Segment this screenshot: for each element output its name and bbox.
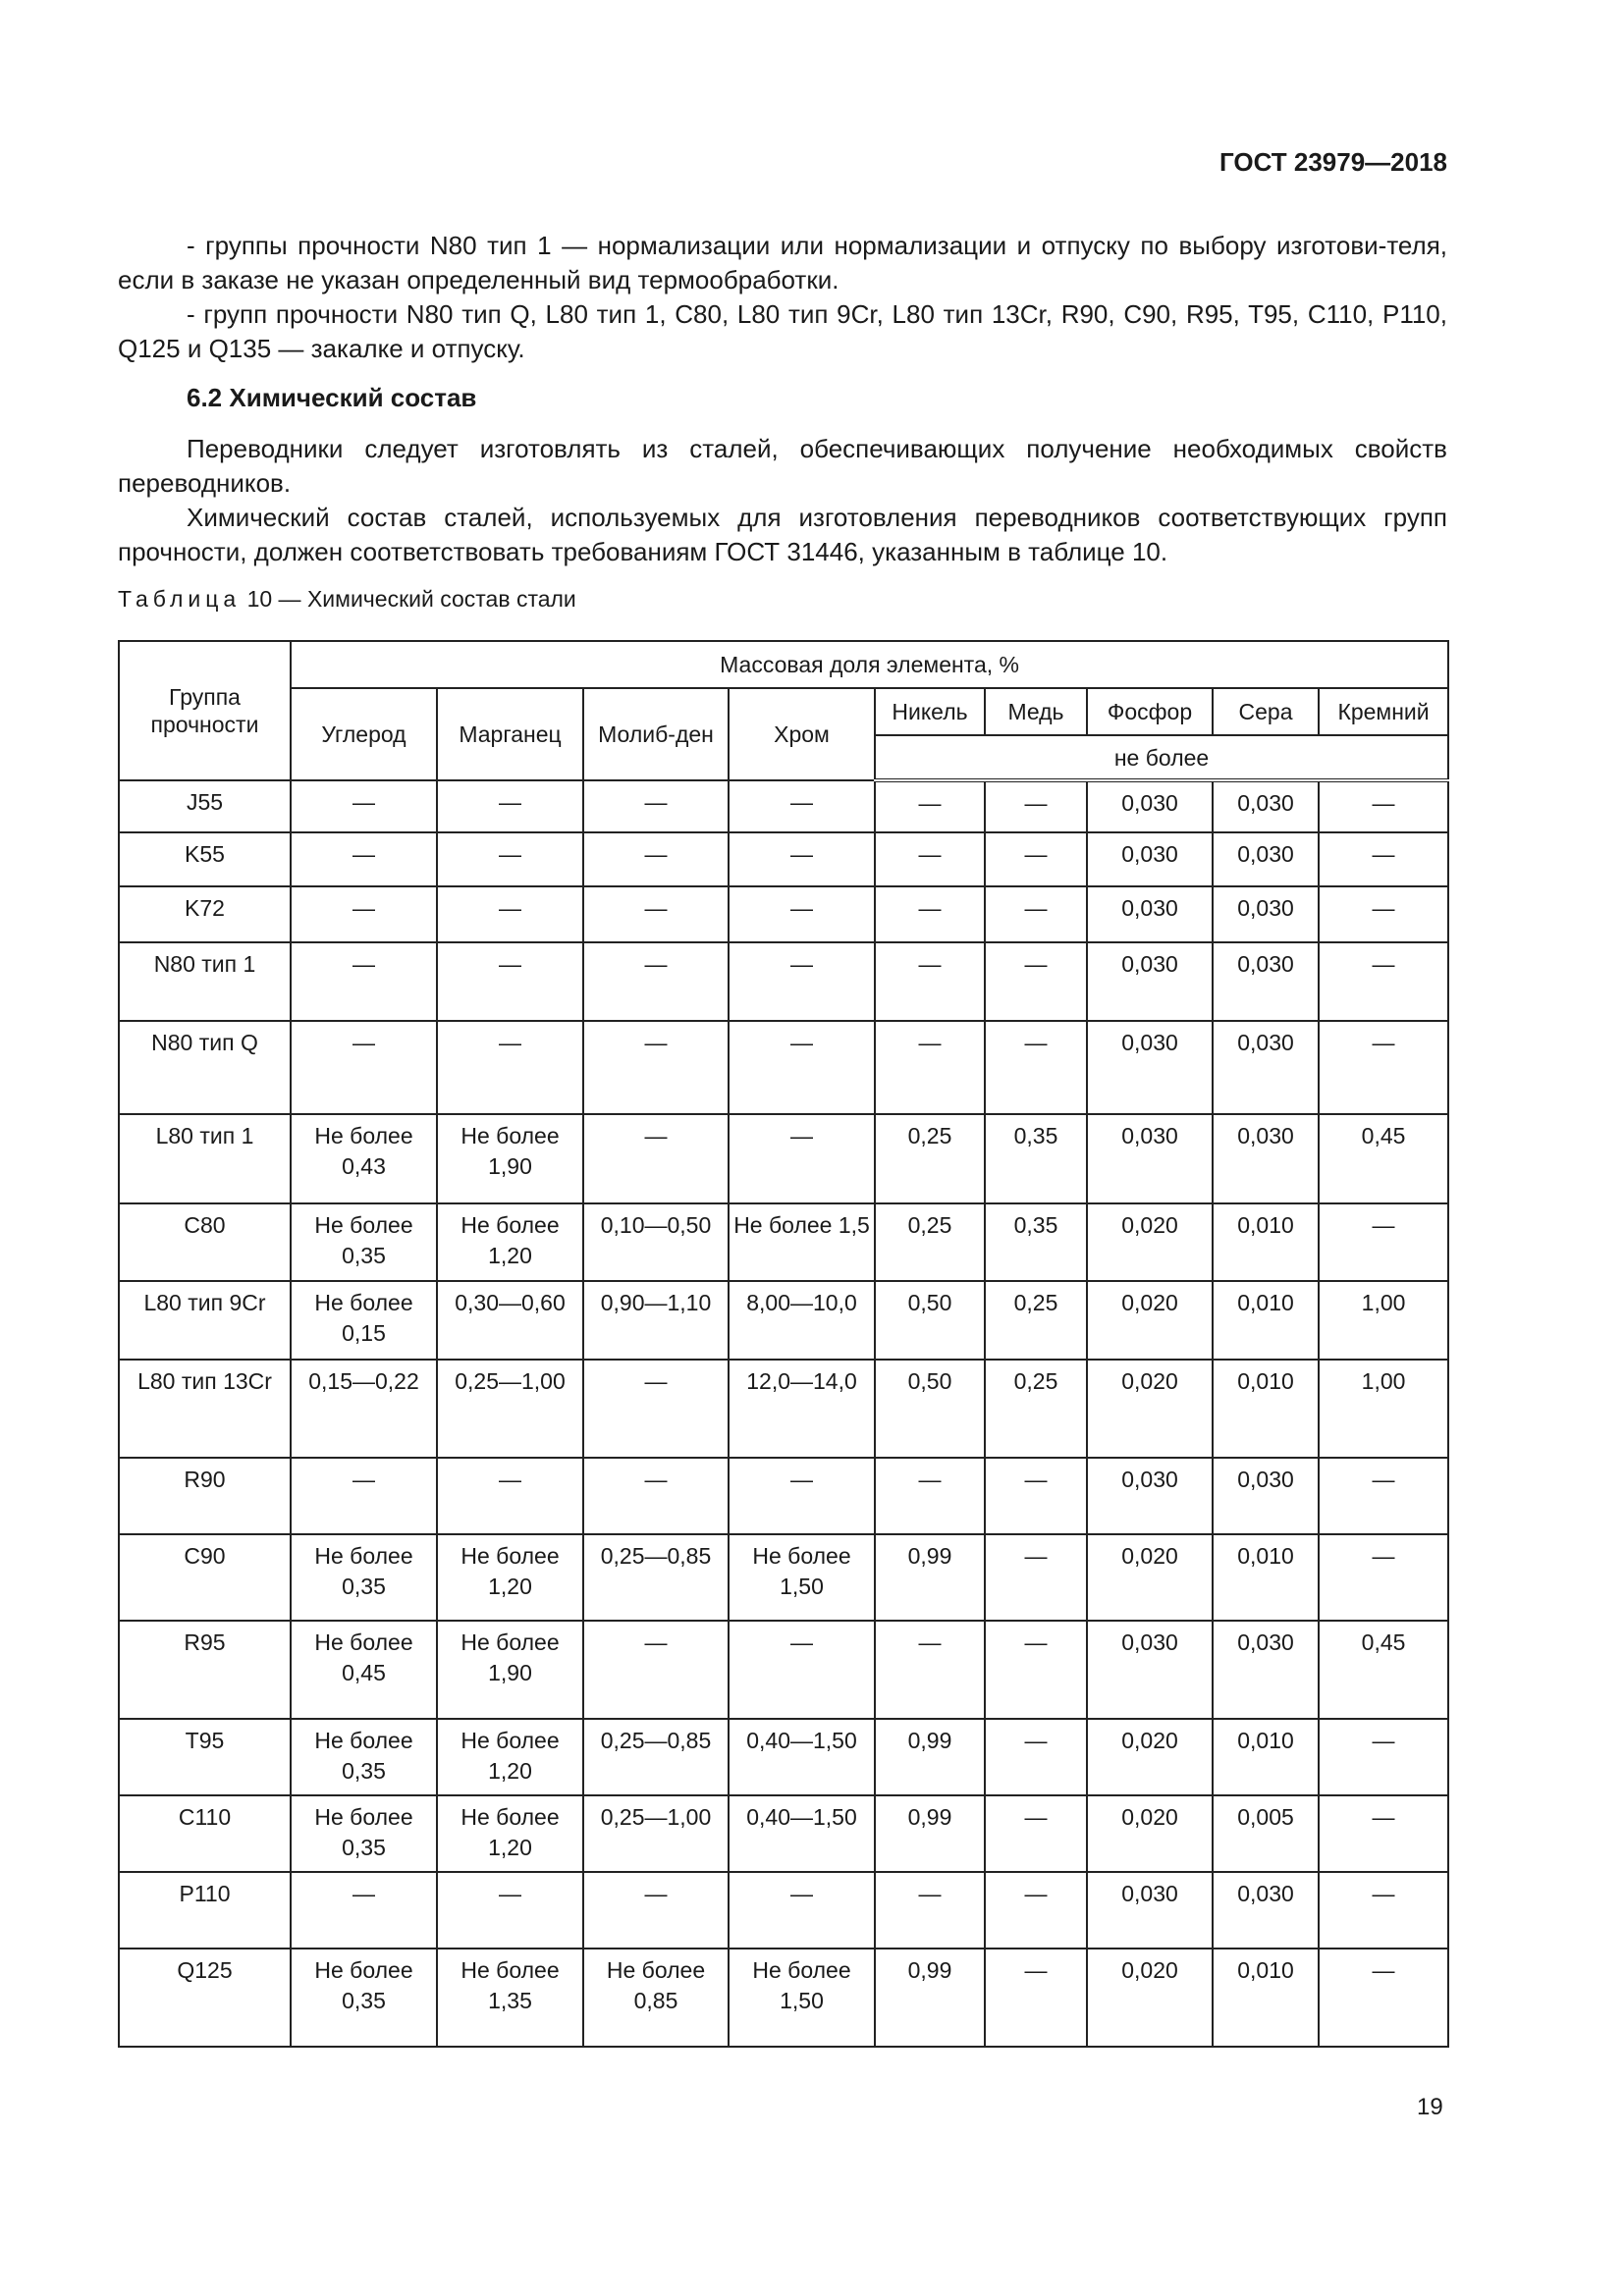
header-manganese: Марганец	[437, 688, 583, 780]
cell-copper: —	[985, 1534, 1087, 1621]
cell-phosphorus: 0,020	[1087, 1949, 1213, 2047]
cell-silicon: 1,00	[1319, 1360, 1448, 1458]
cell-sulfur: 0,030	[1213, 1458, 1319, 1534]
cell-carbon: Не более 0,15	[291, 1281, 437, 1360]
cell-copper: —	[985, 1795, 1087, 1872]
header-phosphorus: Фосфор	[1087, 688, 1213, 735]
chemical-composition-table	[118, 640, 1449, 2048]
cell-nickel: —	[875, 780, 985, 832]
page-number: 19	[1417, 2094, 1443, 2120]
cell-sulfur: 0,030	[1213, 780, 1319, 832]
cell-carbon: —	[291, 832, 437, 886]
cell-sulfur: 0,030	[1213, 832, 1319, 886]
paragraph-quench-groups: - групп прочности N80 тип Q, L80 тип 1, C80, L80 тип 9Cr, L80 тип 13Cr, R90, C90, R95, T95, C110, P110, Q125 и Q135 — закалке и отпуску.	[118, 299, 1447, 363]
cell-nickel: —	[875, 1458, 985, 1534]
paragraph-n80-type1: - группы прочности N80 тип 1 — нормализации или нормализации и отпуску по выбору изготови-теля, если в заказе не указан определенный вид термообработки.	[118, 231, 1447, 294]
cell-nickel: 0,25	[875, 1203, 985, 1281]
cell-phosphorus: 0,030	[1087, 886, 1213, 942]
cell-phosphorus: 0,020	[1087, 1719, 1213, 1795]
cell-sulfur: 0,010	[1213, 1719, 1319, 1795]
cell-carbon: —	[291, 780, 437, 832]
cell-sulfur: 0,010	[1213, 1203, 1319, 1281]
cell-sulfur: 0,030	[1213, 886, 1319, 942]
table-row	[119, 1949, 1448, 2047]
cell-copper: 0,25	[985, 1360, 1087, 1458]
cell-chromium: 8,00—10,0	[729, 1281, 875, 1360]
cell-phosphorus: 0,030	[1087, 1872, 1213, 1949]
table-row	[119, 780, 1448, 832]
cell-carbon: Не более 0,43	[291, 1114, 437, 1203]
cell-sulfur: 0,030	[1213, 1114, 1319, 1203]
cell-phosphorus: 0,020	[1087, 1534, 1213, 1621]
header-not-more: не более	[875, 735, 1448, 780]
cell-silicon: —	[1319, 1203, 1448, 1281]
cell-manganese: Не более 1,20	[437, 1795, 583, 1872]
cell-phosphorus: 0,020	[1087, 1360, 1213, 1458]
cell-molybdenum: Не более 0,85	[583, 1949, 729, 2047]
cell-silicon: —	[1319, 1949, 1448, 2047]
row-group: L80 тип 9Cr	[119, 1281, 291, 1360]
table-row	[119, 1621, 1448, 1719]
cell-molybdenum: —	[583, 942, 729, 1021]
cell-copper: —	[985, 780, 1087, 832]
section-title: 6.2 Химический состав	[187, 383, 477, 412]
cell-carbon: Не более 0,35	[291, 1949, 437, 2047]
cell-molybdenum: —	[583, 1872, 729, 1949]
cell-copper: —	[985, 942, 1087, 1021]
cell-manganese: Не более 1,20	[437, 1534, 583, 1621]
cell-phosphorus: 0,030	[1087, 1114, 1213, 1203]
cell-chromium: —	[729, 942, 875, 1021]
cell-silicon: —	[1319, 942, 1448, 1021]
cell-carbon: Не более 0,35	[291, 1719, 437, 1795]
cell-manganese: —	[437, 886, 583, 942]
row-group: N80 тип Q	[119, 1021, 291, 1114]
cell-chromium: 12,0—14,0	[729, 1360, 875, 1458]
cell-nickel: —	[875, 1872, 985, 1949]
cell-sulfur: 0,010	[1213, 1281, 1319, 1360]
cell-molybdenum: —	[583, 1621, 729, 1719]
header-carbon: Углерод	[291, 688, 437, 780]
cell-copper: —	[985, 886, 1087, 942]
intro-text	[118, 229, 1447, 366]
cell-sulfur: 0,005	[1213, 1795, 1319, 1872]
cell-chromium: —	[729, 886, 875, 942]
cell-manganese: —	[437, 780, 583, 832]
cell-copper: —	[985, 1021, 1087, 1114]
table-caption	[118, 586, 576, 613]
cell-copper: —	[985, 1719, 1087, 1795]
cell-molybdenum: —	[583, 1360, 729, 1458]
cell-manganese: Не более 1,20	[437, 1719, 583, 1795]
cell-silicon: —	[1319, 1534, 1448, 1621]
cell-carbon: —	[291, 942, 437, 1021]
cell-silicon: —	[1319, 1021, 1448, 1114]
cell-molybdenum: 0,90—1,10	[583, 1281, 729, 1360]
row-group: N80 тип 1	[119, 942, 291, 1021]
table-row	[119, 1281, 1448, 1360]
table-row	[119, 1458, 1448, 1534]
cell-chromium: —	[729, 1114, 875, 1203]
cell-phosphorus: 0,020	[1087, 1281, 1213, 1360]
cell-copper: 0,25	[985, 1281, 1087, 1360]
cell-copper: 0,35	[985, 1114, 1087, 1203]
paragraph-steels: Переводники следует изготовлять из сталей, обеспечивающих получение необходимых свойств переводников.	[118, 434, 1447, 498]
cell-silicon: —	[1319, 886, 1448, 942]
cell-phosphorus: 0,030	[1087, 1458, 1213, 1534]
document-id: ГОСТ 23979—2018	[1219, 147, 1447, 177]
cell-molybdenum: —	[583, 832, 729, 886]
cell-sulfur: 0,030	[1213, 942, 1319, 1021]
cell-chromium: Не более 1,50	[729, 1949, 875, 2047]
row-group: Q125	[119, 1949, 291, 2047]
cell-carbon: —	[291, 886, 437, 942]
cell-silicon: 0,45	[1319, 1621, 1448, 1719]
table-row	[119, 942, 1448, 1021]
cell-molybdenum: 0,25—0,85	[583, 1719, 729, 1795]
cell-chromium: Не более 1,50	[729, 1534, 875, 1621]
cell-copper: —	[985, 1621, 1087, 1719]
cell-chromium: —	[729, 780, 875, 832]
cell-molybdenum: —	[583, 780, 729, 832]
cell-chromium: —	[729, 832, 875, 886]
cell-nickel: 0,99	[875, 1949, 985, 2047]
table-body	[119, 780, 1448, 2047]
cell-nickel: —	[875, 832, 985, 886]
row-group: R95	[119, 1621, 291, 1719]
row-group: R90	[119, 1458, 291, 1534]
cell-phosphorus: 0,030	[1087, 832, 1213, 886]
table-row	[119, 1021, 1448, 1114]
cell-manganese: —	[437, 1458, 583, 1534]
table-row	[119, 1203, 1448, 1281]
row-group: J55	[119, 780, 291, 832]
cell-manganese: Не более 1,90	[437, 1621, 583, 1719]
row-group: L80 тип 1	[119, 1114, 291, 1203]
row-group: C110	[119, 1795, 291, 1872]
cell-copper: 0,35	[985, 1203, 1087, 1281]
cell-carbon: Не более 0,45	[291, 1621, 437, 1719]
cell-manganese: Не более 1,35	[437, 1949, 583, 2047]
table-row	[119, 1114, 1448, 1203]
row-group: K55	[119, 832, 291, 886]
cell-molybdenum: —	[583, 1021, 729, 1114]
cell-silicon: —	[1319, 832, 1448, 886]
header-copper: Медь	[985, 688, 1087, 735]
cell-silicon: —	[1319, 780, 1448, 832]
cell-nickel: —	[875, 942, 985, 1021]
cell-sulfur: 0,030	[1213, 1872, 1319, 1949]
cell-chromium: 0,40—1,50	[729, 1795, 875, 1872]
cell-chromium: —	[729, 1872, 875, 1949]
table-row	[119, 832, 1448, 886]
cell-manganese: —	[437, 832, 583, 886]
cell-silicon: —	[1319, 1719, 1448, 1795]
cell-carbon: Не более 0,35	[291, 1203, 437, 1281]
cell-phosphorus: 0,020	[1087, 1795, 1213, 1872]
cell-carbon: Не более 0,35	[291, 1795, 437, 1872]
table-row	[119, 1534, 1448, 1621]
cell-manganese: —	[437, 1021, 583, 1114]
cell-sulfur: 0,010	[1213, 1534, 1319, 1621]
cell-molybdenum: 0,10—0,50	[583, 1203, 729, 1281]
cell-manganese: 0,30—0,60	[437, 1281, 583, 1360]
cell-carbon: —	[291, 1872, 437, 1949]
cell-phosphorus: 0,030	[1087, 1021, 1213, 1114]
cell-nickel: 0,50	[875, 1281, 985, 1360]
row-group: P110	[119, 1872, 291, 1949]
cell-phosphorus: 0,030	[1087, 780, 1213, 832]
paragraph-chem-requirements: Химический состав сталей, используемых для изготовления переводников соответствующих групп прочности, должен соответствовать требованиям ГОСТ 31446, указанным в таблице 10.	[118, 503, 1447, 566]
cell-chromium: —	[729, 1621, 875, 1719]
cell-chromium: —	[729, 1458, 875, 1534]
table-caption-label: Таблица	[118, 586, 242, 612]
cell-nickel: —	[875, 1021, 985, 1114]
header-mass-fraction: Массовая доля элемента, %	[291, 641, 1448, 688]
cell-nickel: 0,99	[875, 1719, 985, 1795]
cell-manganese: 0,25—1,00	[437, 1360, 583, 1458]
cell-silicon: —	[1319, 1458, 1448, 1534]
table-row	[119, 1719, 1448, 1795]
row-group: K72	[119, 886, 291, 942]
table-row	[119, 1795, 1448, 1872]
cell-carbon: —	[291, 1458, 437, 1534]
cell-copper: —	[985, 1872, 1087, 1949]
row-group: T95	[119, 1719, 291, 1795]
cell-chromium: Не более 1,5	[729, 1203, 875, 1281]
table-caption-title: 10 — Химический состав стали	[241, 586, 576, 612]
table-row	[119, 886, 1448, 942]
row-group: C80	[119, 1203, 291, 1281]
header-sulfur: Сера	[1213, 688, 1319, 735]
header-chromium: Хром	[729, 688, 875, 780]
cell-manganese: Не более 1,20	[437, 1203, 583, 1281]
cell-phosphorus: 0,020	[1087, 1203, 1213, 1281]
cell-copper: —	[985, 1949, 1087, 2047]
cell-nickel: 0,99	[875, 1795, 985, 1872]
cell-sulfur: 0,030	[1213, 1021, 1319, 1114]
cell-manganese: —	[437, 1872, 583, 1949]
cell-sulfur: 0,010	[1213, 1360, 1319, 1458]
cell-phosphorus: 0,030	[1087, 942, 1213, 1021]
cell-nickel: 0,50	[875, 1360, 985, 1458]
cell-carbon: Не более 0,35	[291, 1534, 437, 1621]
cell-silicon: 1,00	[1319, 1281, 1448, 1360]
cell-nickel: 0,99	[875, 1534, 985, 1621]
cell-copper: —	[985, 832, 1087, 886]
cell-silicon: —	[1319, 1872, 1448, 1949]
cell-molybdenum: 0,25—1,00	[583, 1795, 729, 1872]
cell-molybdenum: —	[583, 1458, 729, 1534]
cell-nickel: —	[875, 1621, 985, 1719]
cell-copper: —	[985, 1458, 1087, 1534]
section-text	[118, 432, 1447, 569]
cell-silicon: 0,45	[1319, 1114, 1448, 1203]
cell-carbon: —	[291, 1021, 437, 1114]
cell-carbon: 0,15—0,22	[291, 1360, 437, 1458]
row-group: L80 тип 13Cr	[119, 1360, 291, 1458]
cell-nickel: —	[875, 886, 985, 942]
cell-nickel: 0,25	[875, 1114, 985, 1203]
cell-chromium: 0,40—1,50	[729, 1719, 875, 1795]
cell-molybdenum: —	[583, 1114, 729, 1203]
cell-molybdenum: —	[583, 886, 729, 942]
cell-silicon: —	[1319, 1795, 1448, 1872]
cell-phosphorus: 0,030	[1087, 1621, 1213, 1719]
cell-manganese: Не более 1,90	[437, 1114, 583, 1203]
cell-sulfur: 0,030	[1213, 1621, 1319, 1719]
table-row	[119, 1360, 1448, 1458]
cell-manganese: —	[437, 942, 583, 1021]
cell-chromium: —	[729, 1021, 875, 1114]
header-molybdenum: Молиб-ден	[583, 688, 729, 780]
header-silicon: Кремний	[1319, 688, 1448, 735]
header-nickel: Никель	[875, 688, 985, 735]
row-group: C90	[119, 1534, 291, 1621]
table-row	[119, 1872, 1448, 1949]
cell-molybdenum: 0,25—0,85	[583, 1534, 729, 1621]
cell-sulfur: 0,010	[1213, 1949, 1319, 2047]
header-group: Группа прочности	[119, 641, 291, 780]
